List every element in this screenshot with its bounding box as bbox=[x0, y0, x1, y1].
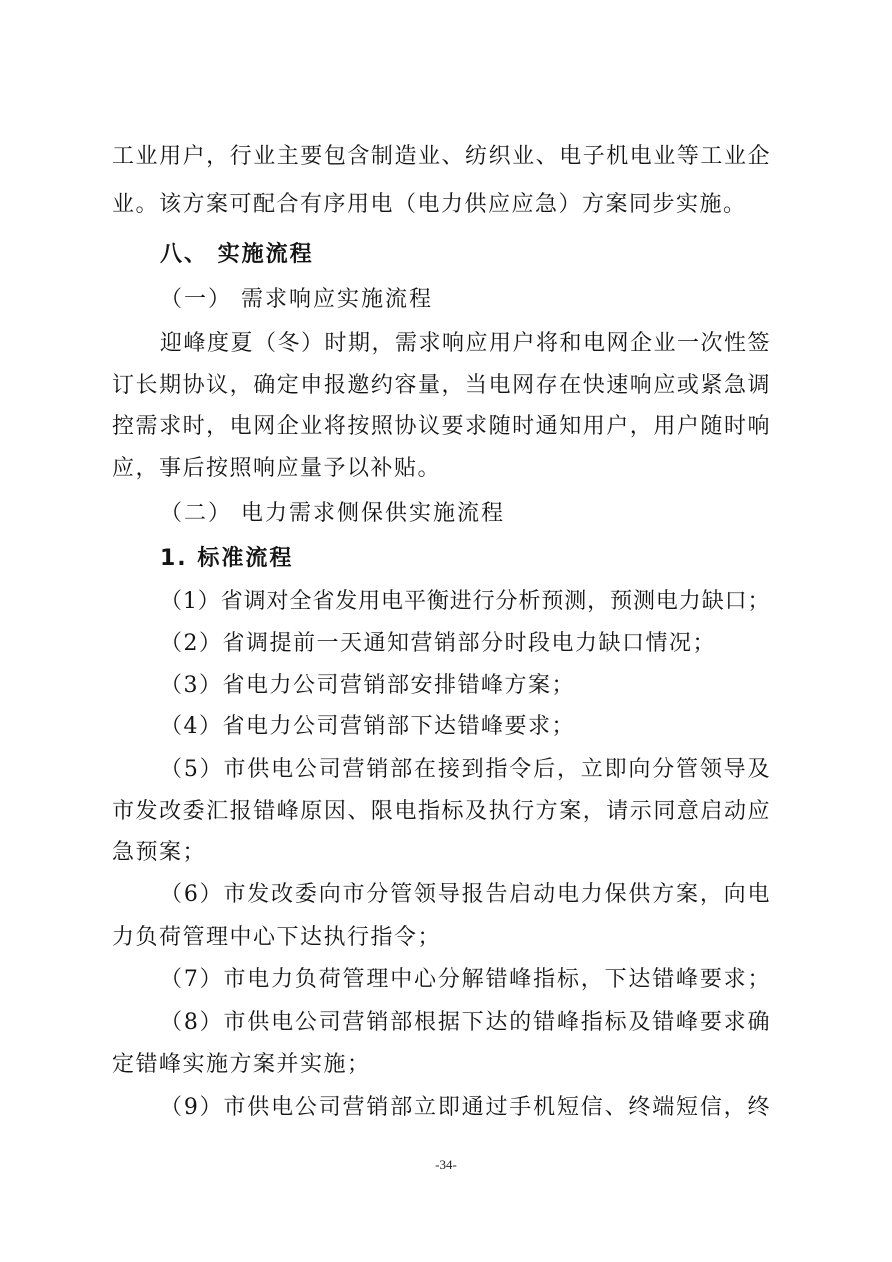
step-line: （3）省电力公司营销部安排错峰方案； bbox=[160, 673, 575, 698]
step-line: （1）省调对全省发用电平衡进行分析预测，预测电力缺口； bbox=[160, 589, 770, 614]
step-line: （9）市供电公司营销部立即通过手机短信、终端短信，终 bbox=[160, 1095, 770, 1120]
step-line: 市发改委汇报错峰原因、限电指标及执行方案，请示同意启动应 bbox=[112, 799, 770, 824]
step-line: 定错峰实施方案并实施； bbox=[112, 1052, 371, 1077]
step-line: 力负荷管理中心下达执行指令； bbox=[112, 925, 442, 950]
page-number: -34- bbox=[435, 1157, 457, 1172]
step-line: （2）省调提前一天通知营销部分时段电力缺口情况； bbox=[160, 631, 716, 656]
step-line: 急预案； bbox=[112, 840, 207, 865]
standard-process-heading: 1. 标准流程 bbox=[160, 546, 294, 571]
subsection-heading: （二） 电力需求侧保供实施流程 bbox=[160, 501, 505, 526]
paragraph-line: 订长期协议，确定申报邀约容量，当电网存在快速响应或紧急调 bbox=[112, 373, 770, 398]
paragraph-line: 控需求时，电网企业将按照协议要求随时通知用户，用户随时响 bbox=[112, 414, 770, 439]
section-heading: 八、 实施流程 bbox=[160, 242, 314, 267]
step-line: （7）市电力负荷管理中心分解错峰指标，下达错峰要求； bbox=[160, 967, 770, 992]
subsection-heading: （一） 需求响应实施流程 bbox=[160, 287, 433, 312]
step-line: （5）市供电公司营销部在接到指令后，立即向分管领导及 bbox=[160, 757, 770, 782]
step-line: （8）市供电公司营销部根据下达的错峰指标及错峰要求确 bbox=[160, 1010, 770, 1035]
paragraph-line: 应，事后按照响应量予以补贴。 bbox=[112, 456, 442, 481]
intro-line: 业。该方案可配合有序用电（电力供应应急）方案同步实施。 bbox=[112, 192, 747, 217]
step-line: （6）市发改委向市分管领导报告启动电力保供方案，向电 bbox=[160, 882, 770, 907]
step-line: （4）省电力公司营销部下达错峰要求； bbox=[160, 714, 575, 739]
intro-line: 工业用户，行业主要包含制造业、纺织业、电子机电业等工业企 bbox=[112, 144, 770, 169]
paragraph-line: 迎峰度夏（冬）时期，需求响应用户将和电网企业一次性签 bbox=[160, 331, 770, 356]
